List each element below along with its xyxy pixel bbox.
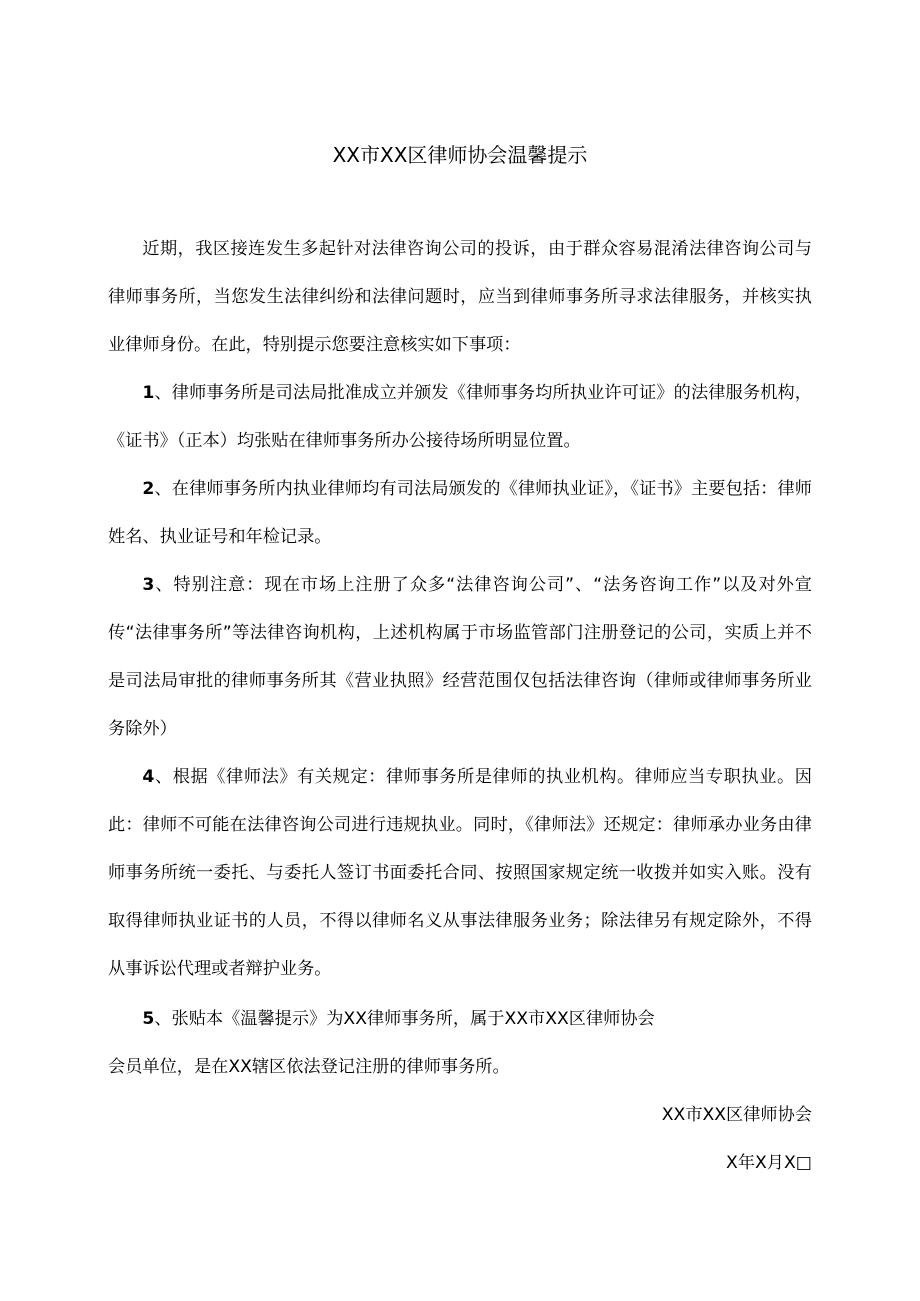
item-1-text — [108, 369, 812, 465]
item-5-number: 5 — [142, 1009, 155, 1029]
item-4-text — [108, 753, 812, 993]
item-5-line-1 — [108, 995, 812, 1043]
item-4-paragraph — [108, 753, 812, 993]
intro-paragraph — [108, 225, 812, 369]
signature-organization: XX市XX区律师协会 — [661, 1105, 812, 1125]
document-title: XX市XX区律师协会温馨提示 — [332, 143, 588, 167]
item-3-number: 3 — [142, 575, 155, 595]
intro-text: 近期，我区接连发生多起针对法律咨询公司的投诉，由于群众容易混淆法律咨询公司与律师事务所，当您发生法律纠纷和法律问题时，应当到律师事务所寻求法律服务，并核实执业律师身份。在此，特别提示您要注意核实如下事项： — [108, 239, 812, 355]
item-3-paragraph — [108, 561, 812, 753]
item-2-text — [108, 465, 812, 561]
item-1-paragraph — [108, 369, 812, 465]
item-3-body: 、特别注意：现在市场上注册了众多“法律咨询公司”、“法务咨询工作”以及对外宣传“法律事务所”等法律咨询机构，上述机构属于市场监管部门注册登记的公司，实质上并不是司法局审批的律师事务所其《营业执照》经营范围仅包括法律咨询（律师或律师事务所业务除外） — [108, 575, 812, 739]
item-5-body-line-1: 、张贴本《温馨提示》为XX律师事务所，属于XX市XX区律师协会 — [154, 1009, 655, 1029]
item-1-body: 、律师事务所是司法局批准成立并颁发《律师事务均所执业许可证》的法律服务机构，《证书》（正本）均张贴在律师事务所办公接待场所明显位置。 — [108, 383, 812, 451]
signature-date: X年X月X□ — [726, 1153, 812, 1173]
item-5-paragraph — [108, 995, 812, 1091]
item-4-number: 4 — [142, 767, 155, 787]
item-3-text — [108, 561, 812, 753]
item-2-number: 2 — [142, 479, 155, 499]
item-2-paragraph — [108, 465, 812, 561]
item-4-body: 、根据《律师法》有关规定：律师事务所是律师的执业机构。律师应当专职执业。因此：律师不可能在法律咨询公司进行违规执业。同时，《律师法》还规定：律师承办业务由律师事务所统一委托、与委托人签订书面委托合同、按照国家规定统一收拨并如实入账。没有取得律师执业证书的人员，不得以律师名义从事法律服务业务；除法律另有规定除外，不得从事诉讼代理或者辩护业务。 — [108, 767, 812, 979]
item-1-number: 1 — [142, 383, 155, 403]
item-2-body: 、在律师事务所内执业律师均有司法局颁发的《律师执业证》，《证书》主要包括：律师姓名、执业证号和年检记录。 — [108, 479, 812, 547]
item-5-line-2: 会员单位，是在XX辖区依法登记注册的律师事务所。 — [108, 1057, 510, 1077]
